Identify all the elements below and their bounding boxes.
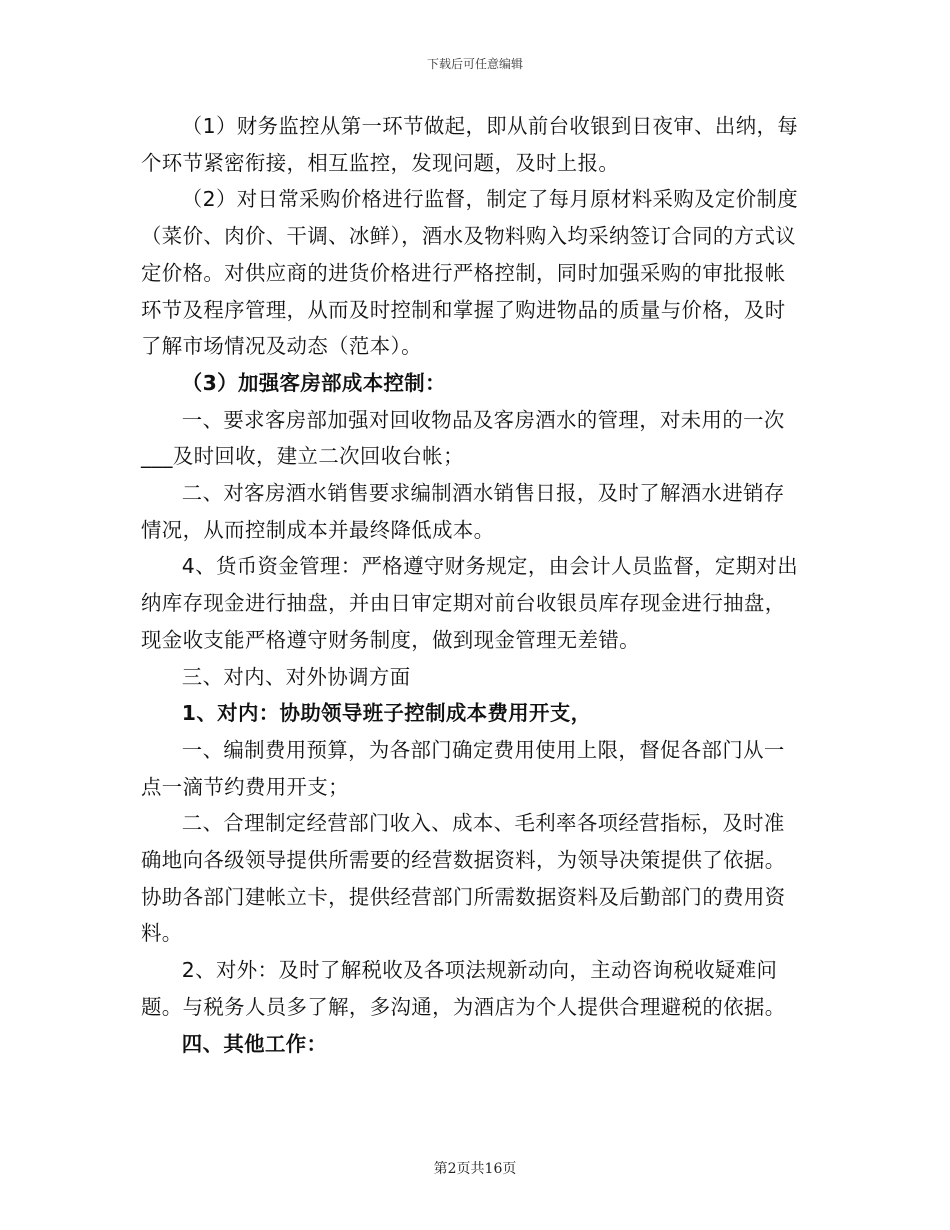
paragraph-external: 2、对外：及时了解税收及各项法规新动向，主动咨询税收疑难问题。与税务人员多了解，多沟通，为酒店为个人提供合理避税的依据。: [141, 958, 786, 1019]
document-body: [141, 108, 801, 1062]
paragraph-cash-management: 4、货币资金管理：严格遵守财务规定，由会计人员监督，定期对出纳库存现金进行抽盘，并由日审定期对前台收银员库存现金进行抽盘，现金收支能严格遵守财务制度，做到现金管理无差错。: [141, 554, 799, 652]
paragraph-indicators: 二、合理制定经营部门收入、成本、毛利率各项经营指标，及时准确地向各级领导提供所需要的经营数据资料，为领导决策提供了依据。协助各部门建帐立卡，提供经营部门所需数据资料及后勤部门的费用资料。: [141, 811, 786, 946]
paragraph-financial-monitoring: （1）财务监控从第一环节做起，即从前台收银到日夜审、出纳，每个环节紧密衔接，相互监控，发现问题，及时上报。: [141, 114, 799, 175]
paragraph-room-beverage: 二、对客房酒水销售要求编制酒水销售日报，及时了解酒水进销存情况，从而控制成本并最终降低成本。: [141, 481, 785, 542]
heading-room-cost-control: （3）加强客房部成本控制：: [181, 370, 446, 395]
heading-other-work: 四、其他工作：: [181, 1031, 328, 1056]
paragraph-budget: 一、编制费用预算，为各部门确定费用使用上限，督促各部门从一点一滴节约费用开支；: [141, 737, 785, 799]
page-footer: 第2页共16页: [433, 1161, 517, 1177]
paragraph-room-items: 一、要求客房部加强对回收物品及客房酒水的管理，对未用的一次___及时回收，建立二次回收台帐；: [141, 407, 785, 469]
paragraph-procurement-price: （2）对日常采购价格进行监督，制定了每月原材料采购及定价制度（菜价、肉价、干调、冰鲜），酒水及物料购入均采纳签订合同的方式议定价格。对供应商的进货价格进行严格控制，同时加强采购的审批报帐环节及程序管理，从而及时控制和掌握了购进物品的质量与价格，及时了解市场情况及动态（范本）。: [141, 187, 799, 359]
heading-coordination: 三、对内、对外协调方面: [181, 664, 411, 689]
page-header: 下载后可任意编辑: [426, 57, 523, 71]
heading-internal: 1、对内：协助领导班子控制成本费用开支，: [181, 701, 592, 726]
